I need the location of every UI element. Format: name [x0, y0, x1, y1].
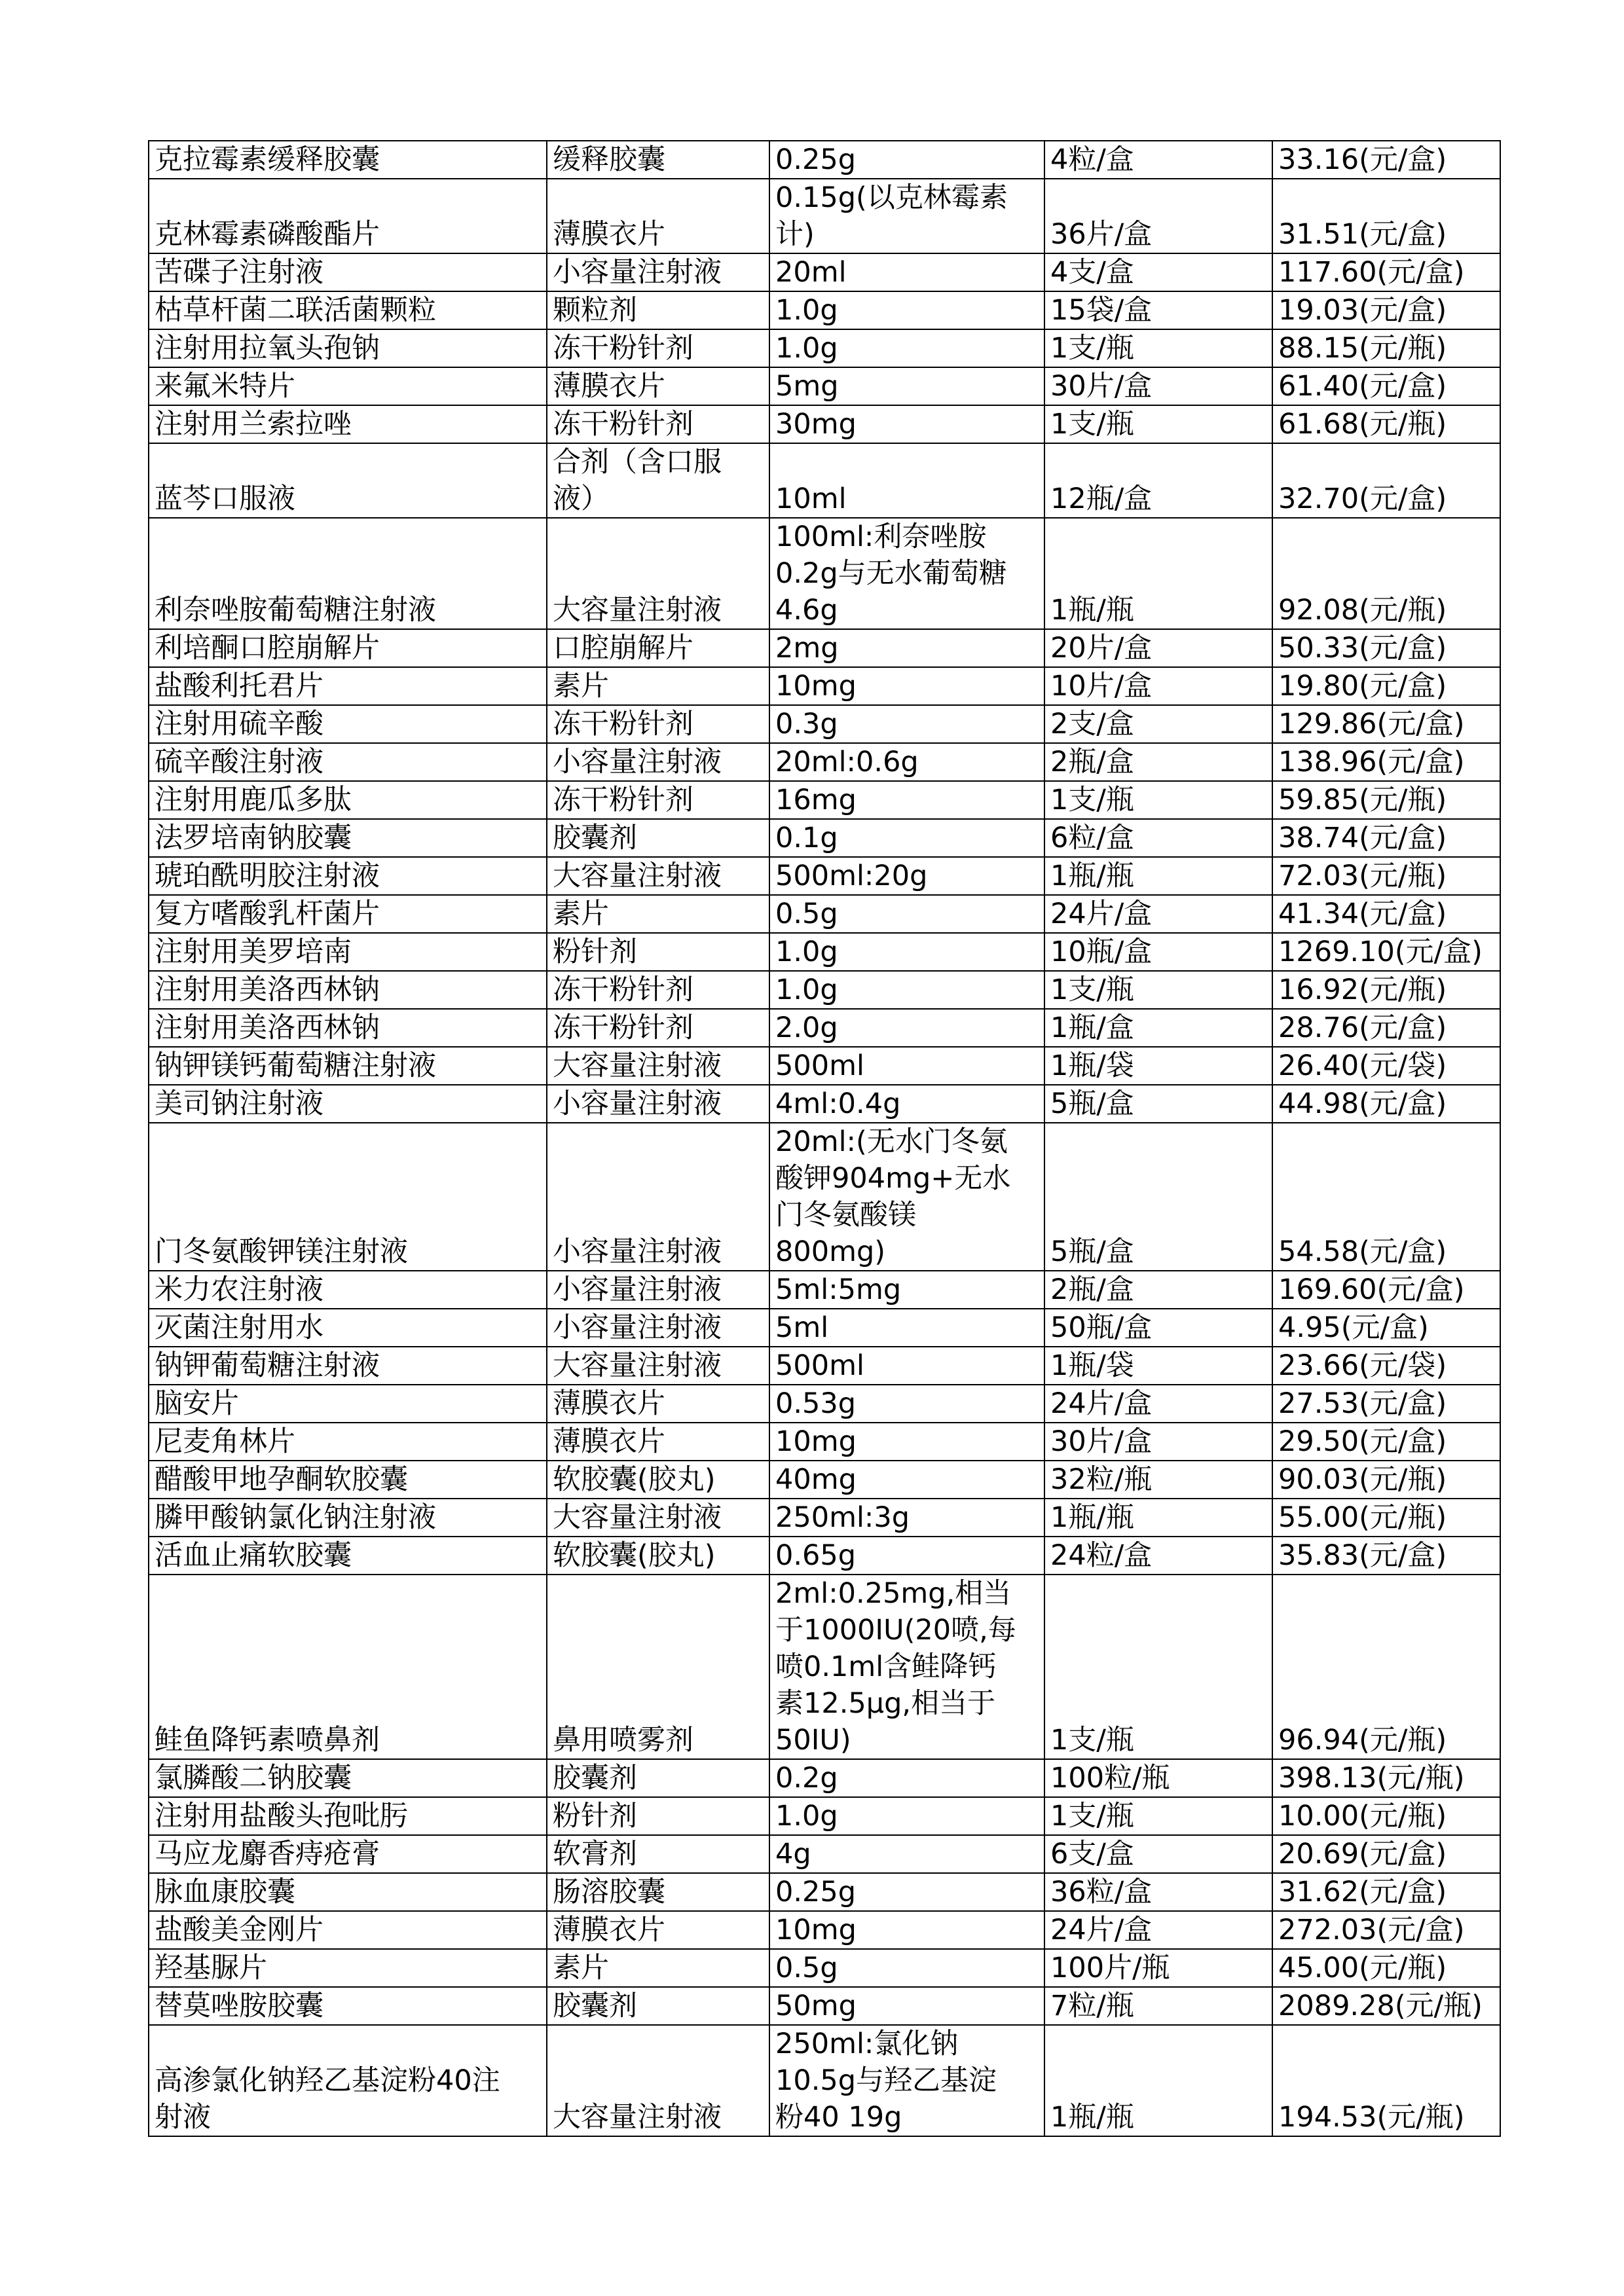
specification-cell: 4g: [769, 1835, 1044, 1873]
specification-cell: 40mg: [769, 1461, 1044, 1499]
specification-cell: 0.15g(以克林霉素 计): [769, 179, 1044, 253]
specification-cell: 1.0g: [769, 1797, 1044, 1835]
price-cell: 45.00(元/瓶): [1272, 1949, 1500, 1987]
table-body: [149, 141, 1500, 2136]
table-row: [149, 367, 1500, 405]
price-cell: 29.50(元/盒): [1272, 1423, 1500, 1461]
specification-cell: 5mg: [769, 367, 1044, 405]
drug-name-cell: 注射用鹿瓜多肽: [149, 781, 547, 819]
drug-name-cell: 盐酸美金刚片: [149, 1911, 547, 1949]
table-row: [149, 667, 1500, 705]
price-cell: 31.62(元/盒): [1272, 1873, 1500, 1911]
table-row: [149, 405, 1500, 443]
price-cell: 61.68(元/瓶): [1272, 405, 1500, 443]
table-row: [149, 1537, 1500, 1575]
specification-cell: 50mg: [769, 1987, 1044, 2025]
drug-name-cell: 利奈唑胺葡萄糖注射液: [149, 518, 547, 629]
price-cell: 2089.28(元/瓶): [1272, 1987, 1500, 2025]
dosage-form-cell: 鼻用喷雾剂: [547, 1575, 769, 1759]
price-cell: 31.51(元/盒): [1272, 179, 1500, 253]
price-cell: 88.15(元/瓶): [1272, 329, 1500, 367]
package-cell: 20片/盒: [1044, 629, 1272, 667]
table-row: [149, 2025, 1500, 2136]
specification-cell: 1.0g: [769, 971, 1044, 1009]
dosage-form-cell: 软胶囊(胶丸): [547, 1537, 769, 1575]
package-cell: 32粒/瓶: [1044, 1461, 1272, 1499]
drug-name-cell: 灭菌注射用水: [149, 1309, 547, 1347]
specification-cell: 4ml:0.4g: [769, 1085, 1044, 1123]
package-cell: 50瓶/盒: [1044, 1309, 1272, 1347]
package-cell: 1支/瓶: [1044, 781, 1272, 819]
price-cell: 20.69(元/盒): [1272, 1835, 1500, 1873]
dosage-form-cell: 冻干粉针剂: [547, 971, 769, 1009]
specification-cell: 0.25g: [769, 1873, 1044, 1911]
dosage-form-cell: 胶囊剂: [547, 1759, 769, 1797]
specification-cell: 2.0g: [769, 1009, 1044, 1047]
package-cell: 6支/盒: [1044, 1835, 1272, 1873]
package-cell: 24片/盒: [1044, 895, 1272, 933]
table-row: [149, 895, 1500, 933]
price-cell: 72.03(元/瓶): [1272, 857, 1500, 895]
dosage-form-cell: 大容量注射液: [547, 1347, 769, 1385]
drug-name-cell: 醋酸甲地孕酮软胶囊: [149, 1461, 547, 1499]
dosage-form-cell: 肠溶胶囊: [547, 1873, 769, 1911]
dosage-form-cell: 小容量注射液: [547, 1123, 769, 1271]
dosage-form-cell: 颗粒剂: [547, 291, 769, 329]
dosage-form-cell: 冻干粉针剂: [547, 705, 769, 743]
drug-name-cell: 高渗氯化钠羟乙基淀粉40注 射液: [149, 2025, 547, 2136]
dosage-form-cell: 素片: [547, 1949, 769, 1987]
price-cell: 129.86(元/盒): [1272, 705, 1500, 743]
package-cell: 1瓶/瓶: [1044, 1499, 1272, 1537]
table-row: [149, 141, 1500, 179]
drug-name-cell: 钠钾镁钙葡萄糖注射液: [149, 1047, 547, 1085]
specification-cell: 100ml:利奈唑胺 0.2g与无水葡萄糖 4.6g: [769, 518, 1044, 629]
package-cell: 7粒/瓶: [1044, 1987, 1272, 2025]
drug-name-cell: 利培酮口腔崩解片: [149, 629, 547, 667]
dosage-form-cell: 冻干粉针剂: [547, 329, 769, 367]
price-cell: 61.40(元/盒): [1272, 367, 1500, 405]
price-cell: 10.00(元/瓶): [1272, 1797, 1500, 1835]
package-cell: 2瓶/盒: [1044, 743, 1272, 781]
specification-cell: 1.0g: [769, 933, 1044, 971]
table-row: [149, 1949, 1500, 1987]
price-cell: 41.34(元/盒): [1272, 895, 1500, 933]
dosage-form-cell: 冻干粉针剂: [547, 1009, 769, 1047]
drug-name-cell: 克林霉素磷酸酯片: [149, 179, 547, 253]
price-cell: 23.66(元/袋): [1272, 1347, 1500, 1385]
table-row: [149, 518, 1500, 629]
dosage-form-cell: 大容量注射液: [547, 2025, 769, 2136]
price-cell: 90.03(元/瓶): [1272, 1461, 1500, 1499]
price-cell: 138.96(元/盒): [1272, 743, 1500, 781]
table-row: [149, 1123, 1500, 1271]
table-row: [149, 743, 1500, 781]
drug-price-table: [148, 140, 1501, 2137]
drug-name-cell: 盐酸利托君片: [149, 667, 547, 705]
table-row: [149, 819, 1500, 857]
specification-cell: 1.0g: [769, 329, 1044, 367]
drug-name-cell: 法罗培南钠胶囊: [149, 819, 547, 857]
price-cell: 16.92(元/瓶): [1272, 971, 1500, 1009]
price-cell: 59.85(元/瓶): [1272, 781, 1500, 819]
drug-name-cell: 脑安片: [149, 1385, 547, 1423]
price-cell: 1269.10(元/盒): [1272, 933, 1500, 971]
price-cell: 44.98(元/盒): [1272, 1085, 1500, 1123]
dosage-form-cell: 小容量注射液: [547, 1085, 769, 1123]
specification-cell: 0.2g: [769, 1759, 1044, 1797]
drug-name-cell: 尼麦角林片: [149, 1423, 547, 1461]
package-cell: 24粒/盒: [1044, 1537, 1272, 1575]
specification-cell: 10ml: [769, 443, 1044, 518]
package-cell: 100粒/瓶: [1044, 1759, 1272, 1797]
drug-name-cell: 氯膦酸二钠胶囊: [149, 1759, 547, 1797]
package-cell: 36粒/盒: [1044, 1873, 1272, 1911]
price-cell: 50.33(元/盒): [1272, 629, 1500, 667]
package-cell: 2瓶/盒: [1044, 1271, 1272, 1309]
price-cell: 194.53(元/瓶): [1272, 2025, 1500, 2136]
table-row: [149, 1347, 1500, 1385]
table-row: [149, 1835, 1500, 1873]
dosage-form-cell: 冻干粉针剂: [547, 405, 769, 443]
table-row: [149, 1009, 1500, 1047]
specification-cell: 0.25g: [769, 141, 1044, 179]
specification-cell: 16mg: [769, 781, 1044, 819]
table-row: [149, 1461, 1500, 1499]
dosage-form-cell: 大容量注射液: [547, 857, 769, 895]
specification-cell: 20ml: [769, 253, 1044, 291]
dosage-form-cell: 小容量注射液: [547, 1309, 769, 1347]
document-page: [148, 140, 1500, 2137]
package-cell: 24片/盒: [1044, 1385, 1272, 1423]
table-row: [149, 291, 1500, 329]
package-cell: 6粒/盒: [1044, 819, 1272, 857]
specification-cell: 0.53g: [769, 1385, 1044, 1423]
dosage-form-cell: 合剂（含口服 液）: [547, 443, 769, 518]
price-cell: 38.74(元/盒): [1272, 819, 1500, 857]
drug-name-cell: 活血止痛软胶囊: [149, 1537, 547, 1575]
drug-name-cell: 门冬氨酸钾镁注射液: [149, 1123, 547, 1271]
price-cell: 33.16(元/盒): [1272, 141, 1500, 179]
specification-cell: 10mg: [769, 667, 1044, 705]
dosage-form-cell: 大容量注射液: [547, 1499, 769, 1537]
drug-name-cell: 注射用兰索拉唑: [149, 405, 547, 443]
specification-cell: 20ml:(无水门冬氨 酸钾904mg+无水 门冬氨酸镁 800mg): [769, 1123, 1044, 1271]
package-cell: 24片/盒: [1044, 1911, 1272, 1949]
drug-name-cell: 琥珀酰明胶注射液: [149, 857, 547, 895]
drug-name-cell: 注射用美罗培南: [149, 933, 547, 971]
table-row: [149, 1047, 1500, 1085]
drug-name-cell: 注射用美洛西林钠: [149, 1009, 547, 1047]
dosage-form-cell: 薄膜衣片: [547, 1911, 769, 1949]
drug-name-cell: 注射用拉氧头孢钠: [149, 329, 547, 367]
package-cell: 1瓶/瓶: [1044, 518, 1272, 629]
drug-name-cell: 硫辛酸注射液: [149, 743, 547, 781]
table-row: [149, 179, 1500, 253]
price-cell: 26.40(元/袋): [1272, 1047, 1500, 1085]
dosage-form-cell: 素片: [547, 895, 769, 933]
dosage-form-cell: 粉针剂: [547, 933, 769, 971]
table-row: [149, 629, 1500, 667]
package-cell: 4粒/盒: [1044, 141, 1272, 179]
specification-cell: 250ml:氯化钠 10.5g与羟乙基淀 粉40 19g: [769, 2025, 1044, 2136]
table-row: [149, 933, 1500, 971]
price-cell: 272.03(元/盒): [1272, 1911, 1500, 1949]
dosage-form-cell: 粉针剂: [547, 1797, 769, 1835]
dosage-form-cell: 软胶囊(胶丸): [547, 1461, 769, 1499]
table-row: [149, 1873, 1500, 1911]
price-cell: 92.08(元/瓶): [1272, 518, 1500, 629]
package-cell: 1瓶/瓶: [1044, 2025, 1272, 2136]
drug-name-cell: 马应龙麝香痔疮膏: [149, 1835, 547, 1873]
drug-name-cell: 替莫唑胺胶囊: [149, 1987, 547, 2025]
drug-name-cell: 米力农注射液: [149, 1271, 547, 1309]
drug-name-cell: 来氟米特片: [149, 367, 547, 405]
dosage-form-cell: 小容量注射液: [547, 743, 769, 781]
specification-cell: 0.65g: [769, 1537, 1044, 1575]
package-cell: 1支/瓶: [1044, 405, 1272, 443]
dosage-form-cell: 冻干粉针剂: [547, 781, 769, 819]
drug-name-cell: 脉血康胶囊: [149, 1873, 547, 1911]
table-row: [149, 1575, 1500, 1759]
table-row: [149, 705, 1500, 743]
package-cell: 1瓶/袋: [1044, 1047, 1272, 1085]
table-row: [149, 781, 1500, 819]
drug-name-cell: 苦碟子注射液: [149, 253, 547, 291]
package-cell: 1支/瓶: [1044, 1575, 1272, 1759]
drug-name-cell: 注射用美洛西林钠: [149, 971, 547, 1009]
package-cell: 30片/盒: [1044, 367, 1272, 405]
table-row: [149, 857, 1500, 895]
package-cell: 1支/瓶: [1044, 1797, 1272, 1835]
drug-name-cell: 美司钠注射液: [149, 1085, 547, 1123]
table-row: [149, 443, 1500, 518]
table-row: [149, 1797, 1500, 1835]
specification-cell: 5ml: [769, 1309, 1044, 1347]
specification-cell: 0.5g: [769, 895, 1044, 933]
table-row: [149, 1309, 1500, 1347]
price-cell: 19.03(元/盒): [1272, 291, 1500, 329]
price-cell: 398.13(元/瓶): [1272, 1759, 1500, 1797]
table-row: [149, 1385, 1500, 1423]
dosage-form-cell: 薄膜衣片: [547, 1423, 769, 1461]
price-cell: 35.83(元/盒): [1272, 1537, 1500, 1575]
drug-name-cell: 钠钾葡萄糖注射液: [149, 1347, 547, 1385]
specification-cell: 10mg: [769, 1423, 1044, 1461]
table-row: [149, 971, 1500, 1009]
dosage-form-cell: 小容量注射液: [547, 1271, 769, 1309]
table-row: [149, 1499, 1500, 1537]
dosage-form-cell: 口腔崩解片: [547, 629, 769, 667]
package-cell: 12瓶/盒: [1044, 443, 1272, 518]
price-cell: 55.00(元/瓶): [1272, 1499, 1500, 1537]
specification-cell: 2mg: [769, 629, 1044, 667]
package-cell: 10片/盒: [1044, 667, 1272, 705]
drug-name-cell: 蓝芩口服液: [149, 443, 547, 518]
package-cell: 15袋/盒: [1044, 291, 1272, 329]
package-cell: 1瓶/盒: [1044, 1009, 1272, 1047]
specification-cell: 250ml:3g: [769, 1499, 1044, 1537]
specification-cell: 5ml:5mg: [769, 1271, 1044, 1309]
package-cell: 1瓶/袋: [1044, 1347, 1272, 1385]
table-row: [149, 1423, 1500, 1461]
dosage-form-cell: 胶囊剂: [547, 1987, 769, 2025]
table-row: [149, 253, 1500, 291]
package-cell: 1支/瓶: [1044, 329, 1272, 367]
specification-cell: 30mg: [769, 405, 1044, 443]
package-cell: 10瓶/盒: [1044, 933, 1272, 971]
price-cell: 28.76(元/盒): [1272, 1009, 1500, 1047]
drug-name-cell: 膦甲酸钠氯化钠注射液: [149, 1499, 547, 1537]
dosage-form-cell: 大容量注射液: [547, 518, 769, 629]
price-cell: 169.60(元/盒): [1272, 1271, 1500, 1309]
dosage-form-cell: 缓释胶囊: [547, 141, 769, 179]
price-cell: 32.70(元/盒): [1272, 443, 1500, 518]
specification-cell: 500ml:20g: [769, 857, 1044, 895]
drug-name-cell: 注射用盐酸头孢吡肟: [149, 1797, 547, 1835]
dosage-form-cell: 薄膜衣片: [547, 1385, 769, 1423]
dosage-form-cell: 素片: [547, 667, 769, 705]
table-row: [149, 1911, 1500, 1949]
table-row: [149, 1085, 1500, 1123]
package-cell: 36片/盒: [1044, 179, 1272, 253]
price-cell: 96.94(元/瓶): [1272, 1575, 1500, 1759]
price-cell: 19.80(元/盒): [1272, 667, 1500, 705]
package-cell: 5瓶/盒: [1044, 1085, 1272, 1123]
drug-name-cell: 复方嗜酸乳杆菌片: [149, 895, 547, 933]
table-row: [149, 1271, 1500, 1309]
price-cell: 117.60(元/盒): [1272, 253, 1500, 291]
dosage-form-cell: 软膏剂: [547, 1835, 769, 1873]
table-row: [149, 1987, 1500, 2025]
drug-name-cell: 克拉霉素缓释胶囊: [149, 141, 547, 179]
drug-name-cell: 羟基脲片: [149, 1949, 547, 1987]
dosage-form-cell: 小容量注射液: [547, 253, 769, 291]
price-cell: 4.95(元/盒): [1272, 1309, 1500, 1347]
dosage-form-cell: 薄膜衣片: [547, 367, 769, 405]
drug-name-cell: 注射用硫辛酸: [149, 705, 547, 743]
specification-cell: 500ml: [769, 1347, 1044, 1385]
package-cell: 4支/盒: [1044, 253, 1272, 291]
dosage-form-cell: 大容量注射液: [547, 1047, 769, 1085]
specification-cell: 0.3g: [769, 705, 1044, 743]
price-cell: 54.58(元/盒): [1272, 1123, 1500, 1271]
package-cell: 1支/瓶: [1044, 971, 1272, 1009]
table-row: [149, 1759, 1500, 1797]
specification-cell: 0.1g: [769, 819, 1044, 857]
table-row: [149, 329, 1500, 367]
package-cell: 2支/盒: [1044, 705, 1272, 743]
package-cell: 100片/瓶: [1044, 1949, 1272, 1987]
specification-cell: 2ml:0.25mg,相当 于1000IU(20喷,每 喷0.1ml含鲑降钙 素12.5μg,相当于 50IU): [769, 1575, 1044, 1759]
dosage-form-cell: 薄膜衣片: [547, 179, 769, 253]
package-cell: 30片/盒: [1044, 1423, 1272, 1461]
specification-cell: 500ml: [769, 1047, 1044, 1085]
specification-cell: 1.0g: [769, 291, 1044, 329]
drug-name-cell: 枯草杆菌二联活菌颗粒: [149, 291, 547, 329]
package-cell: 1瓶/瓶: [1044, 857, 1272, 895]
price-cell: 27.53(元/盒): [1272, 1385, 1500, 1423]
package-cell: 5瓶/盒: [1044, 1123, 1272, 1271]
specification-cell: 0.5g: [769, 1949, 1044, 1987]
drug-name-cell: 鲑鱼降钙素喷鼻剂: [149, 1575, 547, 1759]
dosage-form-cell: 胶囊剂: [547, 819, 769, 857]
specification-cell: 10mg: [769, 1911, 1044, 1949]
specification-cell: 20ml:0.6g: [769, 743, 1044, 781]
